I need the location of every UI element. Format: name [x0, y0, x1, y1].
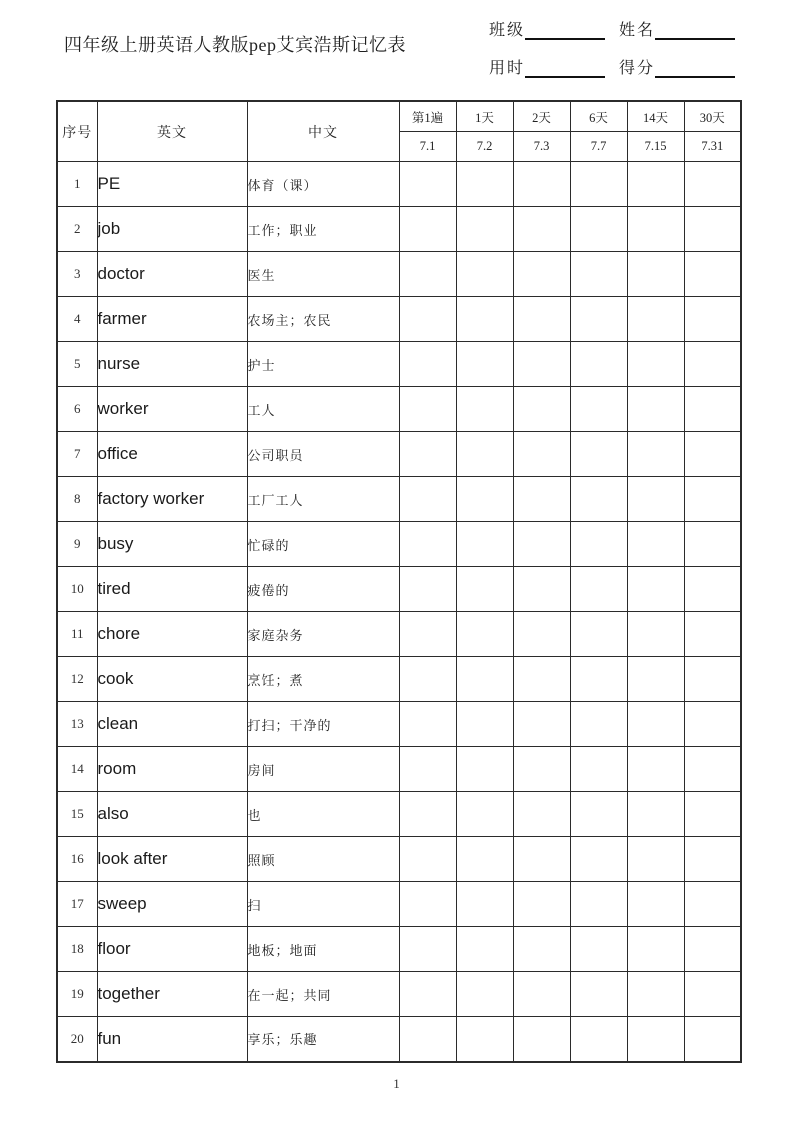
chinese-meaning: 农场主；农民 [247, 297, 399, 342]
review-cell [513, 837, 570, 882]
english-word: PE [97, 162, 247, 207]
english-word: worker [97, 387, 247, 432]
page-number: 1 [393, 1076, 400, 1091]
review-cell [570, 162, 627, 207]
review-cell [627, 567, 684, 612]
review-col-date: 7.7 [570, 132, 627, 162]
review-cell [570, 207, 627, 252]
page-title: 四年级上册英语人教版pep艾宾浩斯记忆表 [64, 35, 406, 55]
review-cell [456, 252, 513, 297]
score-field [619, 57, 735, 78]
review-cell [570, 702, 627, 747]
review-cell [627, 792, 684, 837]
name-field [619, 19, 735, 40]
review-cell [684, 792, 741, 837]
review-cell [399, 567, 456, 612]
review-cell [627, 747, 684, 792]
english-word: nurse [97, 342, 247, 387]
review-cell [399, 702, 456, 747]
chinese-meaning: 体育（课） [247, 162, 399, 207]
english-word: office [97, 432, 247, 477]
review-cell [513, 207, 570, 252]
review-cell [570, 927, 627, 972]
review-cell [513, 612, 570, 657]
row-number: 1 [57, 162, 97, 207]
review-cell [513, 522, 570, 567]
row-number: 7 [57, 432, 97, 477]
review-cell [513, 162, 570, 207]
review-cell [570, 612, 627, 657]
review-cell [627, 612, 684, 657]
review-cell [513, 747, 570, 792]
review-cell [684, 972, 741, 1017]
review-cell [456, 342, 513, 387]
col-header-chinese: 中文 [247, 101, 399, 162]
review-cell [456, 657, 513, 702]
review-cell [627, 702, 684, 747]
info-fields [489, 14, 749, 90]
review-cell [684, 927, 741, 972]
review-cell [456, 702, 513, 747]
review-cell [570, 432, 627, 477]
review-cell [456, 882, 513, 927]
word-row [57, 747, 741, 792]
review-cell [513, 702, 570, 747]
chinese-meaning: 也 [247, 792, 399, 837]
review-cell [570, 657, 627, 702]
english-word: factory worker [97, 477, 247, 522]
review-col-label: 2天 [513, 101, 570, 132]
chinese-meaning: 家庭杂务 [247, 612, 399, 657]
chinese-meaning: 忙碌的 [247, 522, 399, 567]
word-row [57, 207, 741, 252]
review-cell [456, 1017, 513, 1062]
review-cell [456, 207, 513, 252]
english-word: busy [97, 522, 247, 567]
review-cell [513, 792, 570, 837]
review-cell [399, 837, 456, 882]
review-cell [399, 657, 456, 702]
review-cell [570, 522, 627, 567]
chinese-meaning: 打扫；干净的 [247, 702, 399, 747]
review-cell [627, 972, 684, 1017]
table-body [57, 162, 741, 1062]
row-number: 9 [57, 522, 97, 567]
review-col-label: 14天 [627, 101, 684, 132]
chinese-meaning: 烹饪；煮 [247, 657, 399, 702]
review-cell [399, 882, 456, 927]
review-cell [456, 747, 513, 792]
word-row [57, 342, 741, 387]
class-label: 班级 [489, 21, 526, 39]
review-cell [399, 1017, 456, 1062]
review-col-date: 7.1 [399, 132, 456, 162]
chinese-meaning: 房间 [247, 747, 399, 792]
row-number: 20 [57, 1017, 97, 1062]
review-cell [399, 432, 456, 477]
memory-table [56, 100, 742, 1063]
review-cell [570, 1017, 627, 1062]
review-cell [456, 477, 513, 522]
review-cell [684, 162, 741, 207]
review-cell [627, 162, 684, 207]
review-cell [513, 387, 570, 432]
review-cell [684, 657, 741, 702]
class-field [489, 19, 605, 40]
review-cell [684, 387, 741, 432]
row-number: 19 [57, 972, 97, 1017]
word-row [57, 297, 741, 342]
review-cell [627, 252, 684, 297]
review-cell [399, 792, 456, 837]
review-col-label: 第1遍 [399, 101, 456, 132]
word-row [57, 882, 741, 927]
name-label: 姓名 [619, 21, 656, 39]
review-cell [684, 522, 741, 567]
review-cell [627, 927, 684, 972]
review-cell [570, 342, 627, 387]
english-word: cook [97, 657, 247, 702]
review-cell [627, 657, 684, 702]
review-cell [627, 477, 684, 522]
english-word: together [97, 972, 247, 1017]
word-row [57, 927, 741, 972]
review-cell [456, 567, 513, 612]
row-number: 14 [57, 747, 97, 792]
review-cell [456, 792, 513, 837]
review-cell [684, 297, 741, 342]
word-row [57, 792, 741, 837]
table-header [57, 101, 741, 162]
review-cell [684, 702, 741, 747]
review-cell [399, 522, 456, 567]
review-cell [627, 207, 684, 252]
row-number: 16 [57, 837, 97, 882]
row-number: 15 [57, 792, 97, 837]
review-cell [456, 612, 513, 657]
review-cell [684, 612, 741, 657]
review-cell [627, 837, 684, 882]
chinese-meaning: 享乐；乐趣 [247, 1017, 399, 1062]
row-number: 12 [57, 657, 97, 702]
col-header-english: 英文 [97, 101, 247, 162]
review-cell [570, 747, 627, 792]
english-word: room [97, 747, 247, 792]
english-word: also [97, 792, 247, 837]
review-cell [684, 567, 741, 612]
row-number: 5 [57, 342, 97, 387]
info-row-2 [489, 52, 749, 78]
review-cell [399, 747, 456, 792]
word-row [57, 1017, 741, 1062]
row-number: 11 [57, 612, 97, 657]
review-cell [627, 432, 684, 477]
chinese-meaning: 扫 [247, 882, 399, 927]
review-col-date: 7.15 [627, 132, 684, 162]
review-cell [399, 342, 456, 387]
review-cell [456, 837, 513, 882]
review-cell [513, 477, 570, 522]
review-cell [570, 477, 627, 522]
review-cell [399, 972, 456, 1017]
word-row [57, 702, 741, 747]
review-cell [684, 432, 741, 477]
review-cell [513, 252, 570, 297]
review-cell [684, 1017, 741, 1062]
english-word: floor [97, 927, 247, 972]
row-number: 13 [57, 702, 97, 747]
review-cell [684, 342, 741, 387]
score-blank-line [655, 57, 735, 78]
review-cell [399, 387, 456, 432]
chinese-meaning: 地板；地面 [247, 927, 399, 972]
word-row [57, 432, 741, 477]
chinese-meaning: 疲倦的 [247, 567, 399, 612]
english-word: job [97, 207, 247, 252]
review-cell [399, 927, 456, 972]
word-row [57, 387, 741, 432]
word-row [57, 567, 741, 612]
word-row [57, 837, 741, 882]
chinese-meaning: 公司职员 [247, 432, 399, 477]
review-cell [570, 792, 627, 837]
review-cell [570, 252, 627, 297]
word-row [57, 972, 741, 1017]
time-used-field [489, 57, 605, 78]
review-col-date: 7.31 [684, 132, 741, 162]
chinese-meaning: 工人 [247, 387, 399, 432]
review-col-date: 7.3 [513, 132, 570, 162]
review-cell [570, 837, 627, 882]
english-word: fun [97, 1017, 247, 1062]
review-cell [684, 252, 741, 297]
review-cell [627, 1017, 684, 1062]
review-cell [513, 432, 570, 477]
english-word: doctor [97, 252, 247, 297]
review-cell [570, 972, 627, 1017]
word-row [57, 162, 741, 207]
review-cell [513, 342, 570, 387]
review-cell [513, 657, 570, 702]
chinese-meaning: 在一起；共同 [247, 972, 399, 1017]
review-cell [513, 927, 570, 972]
word-row [57, 477, 741, 522]
review-cell [684, 747, 741, 792]
review-cell [570, 387, 627, 432]
review-cell [513, 297, 570, 342]
chinese-meaning: 护士 [247, 342, 399, 387]
review-cell [627, 387, 684, 432]
review-cell [627, 882, 684, 927]
review-cell [399, 612, 456, 657]
row-number: 18 [57, 927, 97, 972]
row-number: 3 [57, 252, 97, 297]
word-row [57, 657, 741, 702]
row-number: 6 [57, 387, 97, 432]
review-cell [399, 477, 456, 522]
chinese-meaning: 工厂工人 [247, 477, 399, 522]
review-cell [627, 342, 684, 387]
english-word: chore [97, 612, 247, 657]
review-cell [456, 432, 513, 477]
col-header-index: 序号 [57, 101, 97, 162]
review-cell [684, 477, 741, 522]
review-cell [399, 252, 456, 297]
review-cell [456, 297, 513, 342]
score-label: 得分 [619, 59, 656, 77]
row-number: 10 [57, 567, 97, 612]
chinese-meaning: 照顾 [247, 837, 399, 882]
row-number: 4 [57, 297, 97, 342]
review-cell [399, 297, 456, 342]
row-number: 8 [57, 477, 97, 522]
english-word: sweep [97, 882, 247, 927]
review-cell [399, 162, 456, 207]
word-row [57, 612, 741, 657]
chinese-meaning: 工作；职业 [247, 207, 399, 252]
review-cell [684, 837, 741, 882]
review-cell [456, 162, 513, 207]
word-row [57, 522, 741, 567]
review-cell [456, 522, 513, 567]
info-row-1 [489, 14, 749, 40]
chinese-meaning: 医生 [247, 252, 399, 297]
review-cell [456, 972, 513, 1017]
review-cell [570, 882, 627, 927]
review-col-date: 7.2 [456, 132, 513, 162]
review-col-label: 1天 [456, 101, 513, 132]
review-cell [570, 567, 627, 612]
review-cell [627, 297, 684, 342]
review-col-label: 30天 [684, 101, 741, 132]
time-used-blank-line [525, 57, 605, 78]
review-cell [513, 567, 570, 612]
time-used-label: 用时 [489, 59, 526, 77]
review-cell [570, 297, 627, 342]
review-cell [513, 972, 570, 1017]
english-word: clean [97, 702, 247, 747]
row-number: 2 [57, 207, 97, 252]
review-cell [627, 522, 684, 567]
english-word: farmer [97, 297, 247, 342]
row-number: 17 [57, 882, 97, 927]
name-blank-line [655, 19, 735, 40]
review-col-label: 6天 [570, 101, 627, 132]
english-word: tired [97, 567, 247, 612]
review-cell [513, 882, 570, 927]
review-cell [456, 927, 513, 972]
review-cell [684, 882, 741, 927]
review-cell [456, 387, 513, 432]
class-blank-line [525, 19, 605, 40]
review-cell [684, 207, 741, 252]
word-row [57, 252, 741, 297]
review-cell [513, 1017, 570, 1062]
review-cell [399, 207, 456, 252]
english-word: look after [97, 837, 247, 882]
